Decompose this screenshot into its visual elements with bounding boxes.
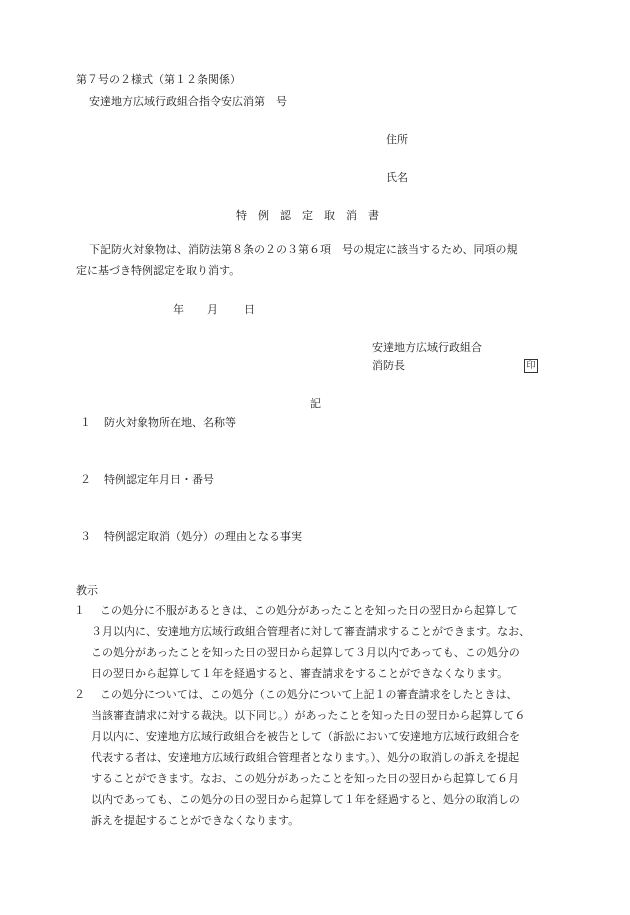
seal-icon bbox=[524, 357, 538, 373]
teaching-line: 日の翌日から起算して１年を経過すると、審査請求をすることができなくなります。 bbox=[91, 667, 509, 680]
teaching-line: することができます。なお、この処分があったことを知った日の翌日から起算して６月 bbox=[91, 772, 520, 785]
teaching-line: １ この処分に不服があるときは、この処分があったことを知った日の翌日から起算して bbox=[74, 600, 558, 621]
document-number: 安達地方広域行政組合指令安広消第 号 bbox=[89, 95, 287, 108]
teaching-line: 月以内に、安達地方広域行政組合を被告として（訴訟において安達地方広域行政組合を bbox=[91, 730, 520, 743]
teaching-number: １ bbox=[74, 604, 85, 617]
item-1 bbox=[80, 415, 236, 431]
document-title: 特 例 認 定 取 消 書 bbox=[236, 209, 379, 222]
issuer-chief: 消防長 bbox=[372, 359, 405, 372]
date-year: 年 bbox=[173, 303, 184, 316]
item-number: ３ bbox=[80, 530, 91, 543]
teaching-line: 当該審査請求に対する裁決。以下同じ。）があったことを知った日の翌日から起算して６ bbox=[91, 709, 526, 722]
teaching-line: 以内であっても、この処分の日の翌日から起算して１年を経過すると、処分の取消しの bbox=[91, 793, 520, 806]
teaching-item-1 bbox=[74, 600, 558, 684]
item-text: 特例認定年月日・番号 bbox=[104, 473, 214, 486]
teaching-item-2 bbox=[74, 684, 558, 831]
teaching-line: ３月以内に、安達地方広域行政組合管理者に対して審査請求することができます。なお、 bbox=[91, 625, 531, 638]
item-3 bbox=[80, 529, 302, 545]
teaching-line: 訴えを提起することができなくなります。 bbox=[91, 814, 300, 827]
teaching-line: 代表する者は、安達地方広域行政組合管理者となります。）、処分の取消しの訴えを提起 bbox=[91, 751, 520, 764]
date-day: 日 bbox=[244, 303, 255, 316]
date-month: 月 bbox=[207, 303, 218, 316]
issuer-organization: 安達地方広域行政組合 bbox=[372, 341, 482, 354]
item-number: １ bbox=[80, 416, 91, 429]
item-2 bbox=[80, 472, 214, 488]
teaching-number: ２ bbox=[74, 688, 85, 701]
form-number: 第７号の２様式（第１２条関係） bbox=[76, 73, 241, 86]
teaching-line: この処分があったことを知った日の翌日から起算して３月以内であっても、この処分の bbox=[91, 646, 520, 659]
name-label: 氏名 bbox=[386, 171, 408, 184]
body-line-1: 下記防火対象物は、消防法第８条の２の３第６項 号の規定に該当するため、同項の規 bbox=[89, 243, 518, 256]
ki-heading: 記 bbox=[310, 397, 321, 410]
seal-mark: 印 bbox=[524, 359, 538, 373]
body-line-2: 定に基づき特例認定を取り消す。 bbox=[76, 264, 241, 277]
item-text: 防火対象物所在地、名称等 bbox=[104, 416, 236, 429]
address-label: 住所 bbox=[386, 133, 408, 146]
teaching-line: ２ この処分については、この処分（この処分について上記１の審査請求をしたときは、 bbox=[74, 684, 558, 705]
item-text: 特例認定取消（処分）の理由となる事実 bbox=[104, 530, 302, 543]
item-number: ２ bbox=[80, 473, 91, 486]
teaching-heading: 教示 bbox=[76, 584, 98, 597]
